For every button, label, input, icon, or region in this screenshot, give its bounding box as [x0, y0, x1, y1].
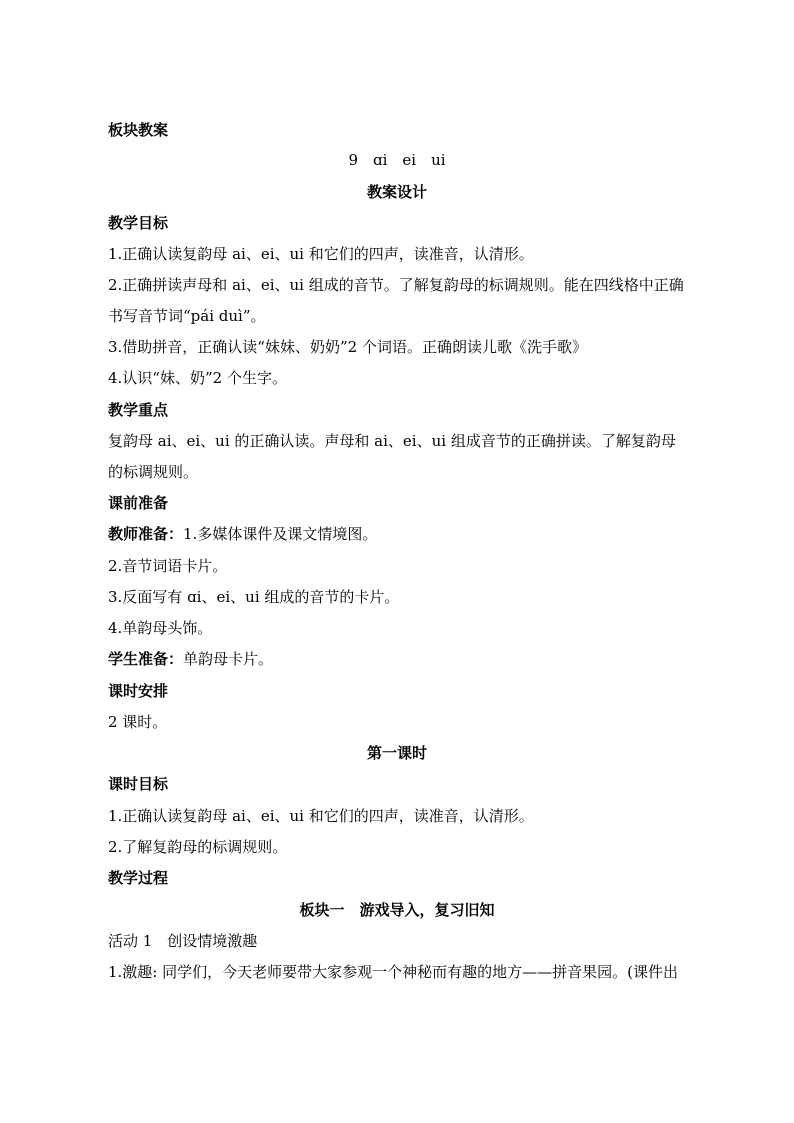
- block-title: 板块一 游戏导入，复习旧知: [299, 901, 495, 919]
- first-lesson-heading: 第一课时: [366, 744, 427, 762]
- activity-text: 1.激趣: 同学们，今天老师要带大家参观一个神秘而有趣的地方——拼音果园。(课件出: [108, 963, 678, 981]
- lesson-goal-item: 2.了解复韵母的标调规则。: [108, 838, 288, 856]
- activity-label: 活动 1 创设情境激趣: [108, 932, 258, 950]
- student-preparation: [108, 649, 273, 669]
- goals-heading: 教学目标: [108, 214, 169, 232]
- goal-item: 3.借助拼音，正确认读“妹妹、奶奶”2 个词语。正确朗读儿歌《洗手歌》: [108, 338, 587, 356]
- preparation-heading: 课前准备: [108, 494, 169, 512]
- key-points-line: 的标调规则。: [108, 463, 199, 481]
- goal-item-continued: 书写音节词“pái duì”。: [108, 307, 266, 325]
- design-heading: 教案设计: [366, 183, 427, 201]
- student-preparation-label: 学生准备：: [108, 650, 184, 668]
- teacher-preparation-item: 4.单韵母头饰。: [108, 619, 213, 637]
- goal-item: 2.正确拼读声母和 ai、ei、ui 组成的音节。了解复韵母的标调规则。能在四线格中正确: [108, 276, 684, 294]
- key-points-heading: 教学重点: [108, 401, 169, 419]
- lesson-goal-heading: 课时目标: [108, 775, 169, 793]
- key-points-line: 复韵母 ai、ei、ui 的正确认读。声母和 ai、ei、ui 组成音节的正确拼读。了解复韵母: [108, 432, 676, 450]
- teacher-preparation-label: 教师准备：: [108, 525, 184, 543]
- student-preparation-text: 单韵母卡片。: [183, 650, 274, 668]
- lesson-title: 9 ɑi ei ui: [348, 151, 446, 169]
- goal-item: 4.认识“妹、奶”2 个生字。: [108, 369, 287, 387]
- goal-item: 1.正确认读复韵母 ai、ei、ui 和它们的四声，读准音，认清形。: [108, 245, 534, 263]
- schedule-text: 2 课时。: [108, 713, 168, 731]
- teacher-preparation-item: 3.反面写有 ɑi、ei、ui 组成的音节的卡片。: [108, 588, 400, 606]
- teacher-preparation: [108, 524, 377, 544]
- teacher-preparation-item: 2.音节词语卡片。: [108, 557, 228, 575]
- teacher-preparation-text: 1.多媒体课件及课文情境图。: [183, 525, 378, 543]
- schedule-heading: 课时安排: [108, 682, 169, 700]
- process-heading: 教学过程: [108, 869, 169, 887]
- lesson-goal-item: 1.正确认读复韵母 ai、ei、ui 和它们的四声，读准音，认清形。: [108, 807, 534, 825]
- section-label: 板块教案: [108, 121, 169, 139]
